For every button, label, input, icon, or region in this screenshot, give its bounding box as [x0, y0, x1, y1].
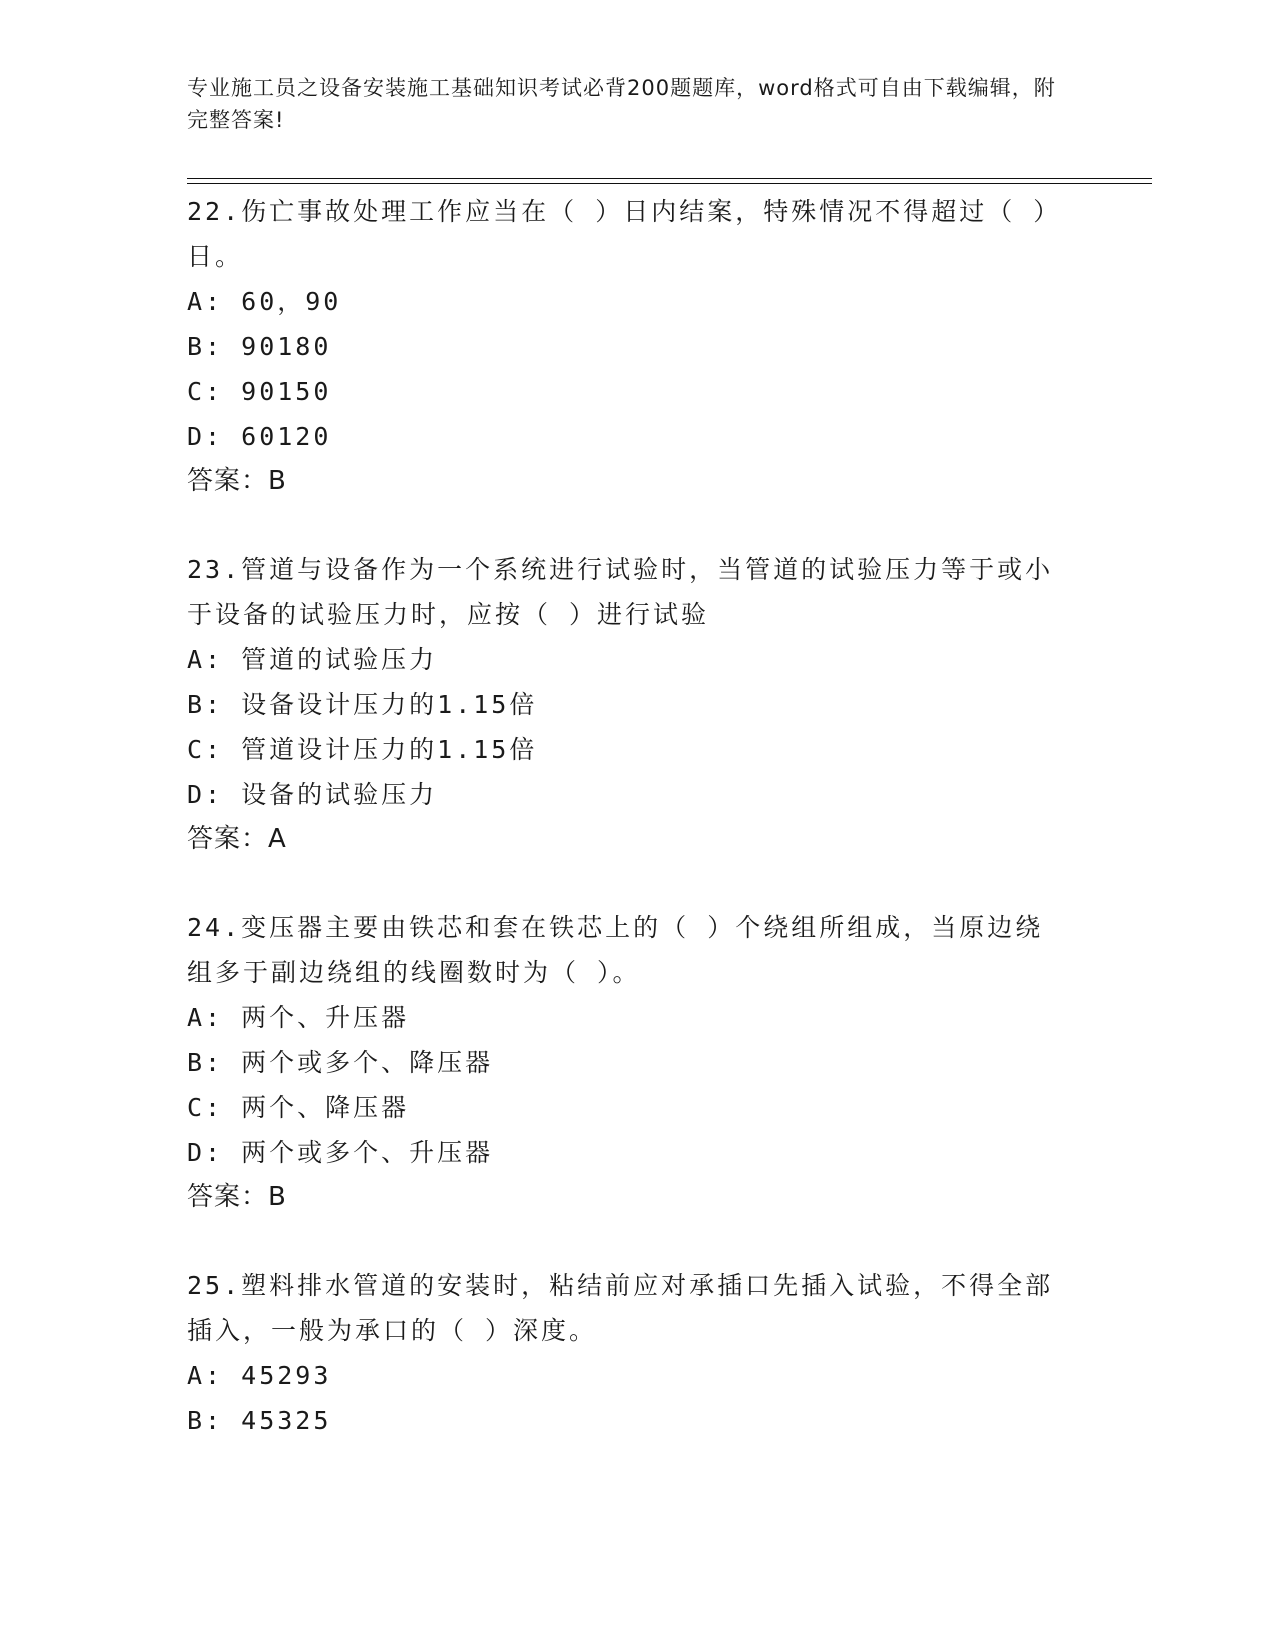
question-stem: 22.伤亡事故处理工作应当在（ ）日内结案，特殊情况不得超过（ ）日。: [187, 197, 1062, 271]
option-d: D: 两个或多个、升压器: [187, 1138, 494, 1167]
option-d: D: 60120: [187, 422, 332, 451]
question-list: [187, 189, 1067, 1443]
option-b: B: 90180: [187, 332, 332, 361]
option-c: C: 两个、降压器: [187, 1093, 410, 1122]
question-spacer: [187, 862, 1067, 905]
answer-line: 答案：B: [187, 466, 287, 496]
question-spacer: [187, 504, 1067, 547]
document-header: 专业施工员之设备安装施工基础知识考试必背200题题库，word格式可自由下载编辑，附完整答案!: [187, 76, 1056, 132]
question-stem: 23.管道与设备作为一个系统进行试验时，当管道的试验压力等于或小于设备的试验压力时，应按（ ）进行试验: [187, 555, 1054, 629]
answer-line: 答案：A: [187, 824, 287, 854]
question-spacer: [187, 1220, 1067, 1263]
question-stem: 25.塑料排水管道的安装时，粘结前应对承插口先插入试验，不得全部插入，一般为承口的（ ）深度。: [187, 1271, 1054, 1345]
question-24: [187, 905, 1067, 1220]
header-divider-bottom: [187, 183, 1152, 184]
option-d: D: 设备的试验压力: [187, 780, 438, 809]
question-stem: 24.变压器主要由铁芯和套在铁芯上的（ ）个绕组所组成，当原边绕组多于副边绕组的线圈数时为（ ）。: [187, 913, 1044, 987]
option-c: C: 管道设计压力的1.15倍: [187, 735, 538, 764]
option-a: A: 管道的试验压力: [187, 645, 438, 674]
question-22: [187, 189, 1067, 504]
option-b: B: 设备设计压力的1.15倍: [187, 690, 538, 719]
option-b: B: 45325: [187, 1406, 332, 1435]
answer-line: 答案：B: [187, 1182, 287, 1212]
option-a: A: 两个、升压器: [187, 1003, 410, 1032]
question-25: [187, 1263, 1067, 1443]
option-b: B: 两个或多个、降压器: [187, 1048, 494, 1077]
option-a: A: 60，90: [187, 287, 342, 316]
option-a: A: 45293: [187, 1361, 332, 1390]
option-c: C: 90150: [187, 377, 332, 406]
question-23: [187, 547, 1067, 862]
header-divider-top: [187, 178, 1152, 179]
